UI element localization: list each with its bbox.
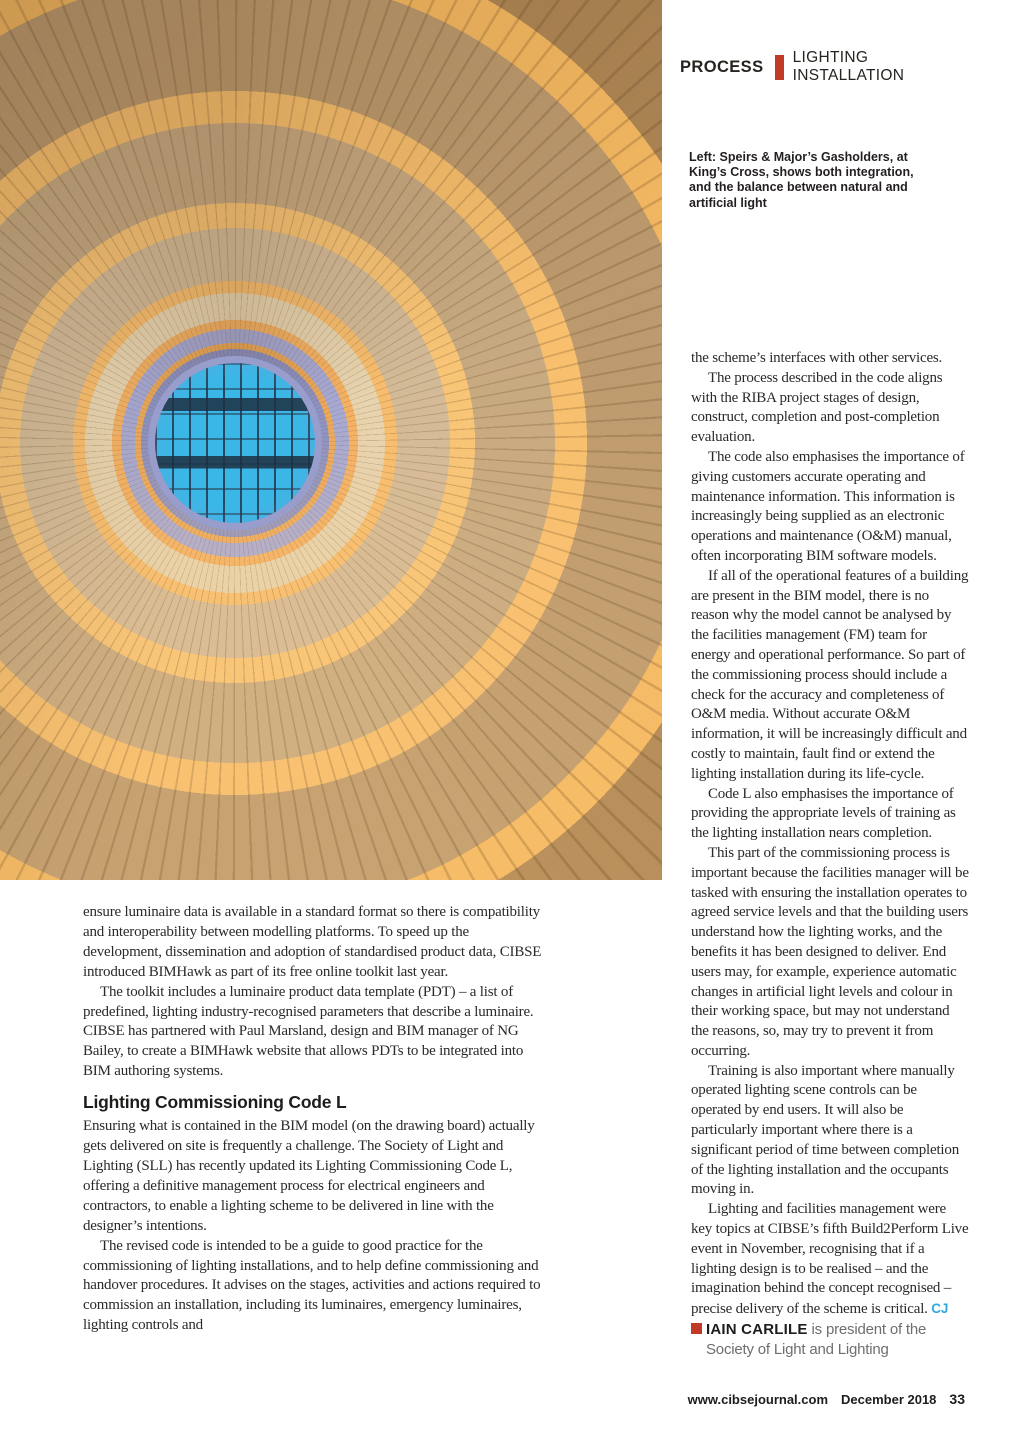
page-footer (688, 1391, 965, 1407)
gasholders-photo (0, 0, 662, 880)
author-red-square-icon (691, 1323, 702, 1334)
author-credit (691, 1320, 969, 1360)
journal-url: www.cibsejournal.com (687, 1392, 829, 1407)
body-paragraph (691, 1200, 969, 1320)
body-paragraph: Code L also emphasises the importance of providing the appropriate levels of training as the lighting installation nears completion. (691, 785, 956, 842)
issue-date: December 2018 (841, 1392, 937, 1407)
left-column (83, 903, 549, 1336)
body-paragraph: This part of the commissioning process is important because the facilities manager will be tasked with ensuring the installation operates to agreed service levels and that the building users understand how the lighting works, and the benefits it has been designed to deliver. End users may, for example, experience automatic changes in artificial light levels and colour in their working space, but may not understand the reasons, so, may try to prevent it from occurring. (691, 844, 969, 1059)
right-column (691, 349, 969, 1360)
photo-caption: Left: Speirs & Major’s Gasholders, at King’s Cross, shows both integration, and the balance between natural and artificial light (689, 150, 914, 210)
body-paragraph-text: Lighting and facilities management were key topics at CIBSE’s fifth Build2Perform Live event in November, recognising that if a lighting design is to be realised – and the imagination behind the concept recognised – precise delivery of the scheme is critical. (691, 1201, 969, 1318)
skylight-grid (148, 356, 322, 530)
body-paragraph: ensure luminaire data is available in a standard format so there is compatibility and interoperability between modelling platforms. To speed up the development, dissemination and adoption of standardised product data, CIBSE introduced BIMHawk as part of its free online toolkit last year. (83, 904, 542, 980)
body-paragraph: The process described in the code aligns with the RIBA project stages of design, construct, completion and post-completion evaluation. (691, 369, 943, 446)
body-paragraph: The toolkit includes a luminaire product data template (PDT) – a list of predefined, lighting industry-recognised parameters that describe a luminaire. CIBSE has partnered with Paul Marsland, design and BIM manager of NG Bailey, to create a BIMHawk website that allows PDTs to be integrated into BIM authoring systems. (83, 983, 534, 1080)
topic-label: LIGHTING INSTALLATION (792, 49, 905, 84)
author-role: is president of the Society of Light and Lighting (706, 1321, 927, 1358)
header-divider-bar (775, 55, 784, 80)
section-subheading: Lighting Commissioning Code L (83, 1092, 347, 1113)
body-paragraph: Ensuring what is contained in the BIM model (on the drawing board) actually gets delivered on site is frequently a challenge. The Society of Light and Lighting (SLL) has recently updated its Lighting Commissioning Code L, offering a definitive management process for electrical engineers and contractors, to enable a lighting scheme to be delivered in line with the designer’s intentions. (83, 1118, 535, 1234)
body-paragraph: If all of the operational features of a building are present in the BIM model, there is no reason why the model cannot be analysed by the facilities management (FM) team for energy and operational performance. So part of the commissioning process should include a check for the accuracy and completeness of O&M media. Without accurate O&M information, it will be increasingly difficult and costly to maintain, fault find or extend the lighting installation during its life-cycle. (691, 567, 969, 782)
page-header (680, 49, 968, 84)
body-paragraph: Training is also important where manually operated lighting scene controls can be operated by end users. It will also be particularly important where there is a significant period of time between completion of the lighting installation and the occupants moving in. (691, 1062, 960, 1198)
body-paragraph: the scheme’s interfaces with other services. (691, 350, 943, 366)
section-label: PROCESS (680, 57, 764, 76)
body-paragraph: The revised code is intended to be a guide to good practice for the commissioning of lighting installations, and to help define commissioning and handover procedures. It advises on the stages, activities and actions required to commission an installation, including its luminaires, emergency luminaires, lighting controls and (83, 1237, 541, 1334)
author-name: IAIN CARLILE (706, 1321, 808, 1339)
body-paragraph: The code also emphasises the importance of giving customers accurate operating and maintenance information. This information is increasingly being supplied as an electronic operations and maintenance (O&M) manual, often incorporating BIM software models. (691, 448, 965, 564)
page-number: 33 (949, 1391, 965, 1407)
end-of-article-mark: CJ (931, 1301, 949, 1317)
